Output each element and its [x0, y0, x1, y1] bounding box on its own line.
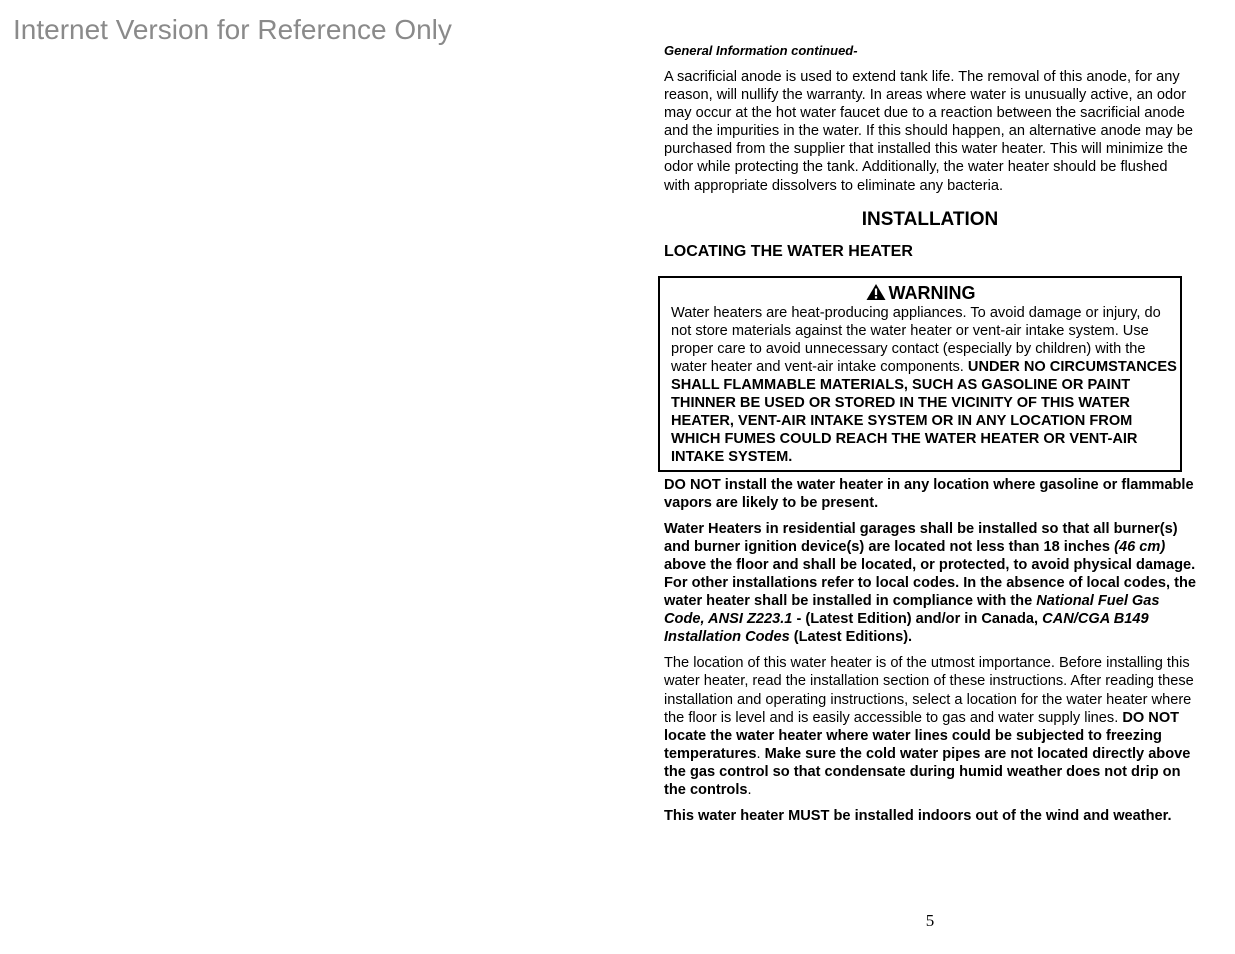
garages-text-1: Water Heaters in residential garages shall be installed so that all burner(s) and burner ignition device(s) are located not less than 18 inches — [664, 520, 1178, 555]
warning-body-normal: Water heaters are heat-producing appliances. To avoid damage or injury, do not store materials against the water heater or vent-air intake system. Use proper care to avoid unnecessary contact (especially by children) with the water heater and vent-air intake components. — [671, 304, 1161, 375]
garages-paragraph — [664, 520, 1196, 647]
installation-heading: INSTALLATION — [861, 208, 999, 230]
anode-paragraph: A sacrificial anode is used to extend tank life. The removal of this anode, for any reason, will nullify the warranty. In areas where water is unusually active, an odor may occur at the hot water faucet due to a reaction between the sacrificial anode and the impurities in the water. If this should happen, an alternative anode may be purchased from the supplier that installed this water heater. This will minimize the odor while protecting the tank. Additionally, the water heater should be flushed with appropriate dissolvers to eliminate any bacteria. — [664, 69, 1193, 194]
page-content-column — [664, 42, 1196, 825]
garages-code-ref-1: National Fuel Gas Code, ANSI Z223.1 — [664, 593, 1160, 628]
garages-text-4: (Latest Editions). — [789, 629, 913, 646]
garages-code-ref-2: CAN/CGA B149 Installation Codes — [664, 611, 1149, 646]
warning-box — [658, 276, 1182, 472]
location-text-2: . — [756, 745, 765, 762]
garages-metric: (46 cm) — [1114, 538, 1166, 555]
indoors-paragraph: This water heater MUST be installed indoors out of the wind and weather. — [664, 808, 1172, 825]
warning-body-bold: UNDER NO CIRCUMSTANCES SHALL FLAMMABLE MATERIALS, SUCH AS GASOLINE OR PAINT THINNER BE USED OR STORED IN THE VICINITY OF THIS WATER HEATER, VENT-AIR INTAKE SYSTEM OR IN ANY LOCATION FROM WHICH FUMES COULD REACH THE WATER HEATER OR VENT-AIR INTAKE SYSTEM. — [671, 358, 1177, 466]
warning-title-text: WARNING — [888, 282, 976, 303]
warning-triangle-icon — [866, 283, 886, 301]
garages-text-3: - (Latest Edition) and/or in Canada, — [792, 611, 1043, 628]
watermark-text: Internet Version for Reference Only — [13, 14, 452, 45]
location-text-1: The location of this water heater is of the utmost importance. Before installing this water heater, read the installation section of these instructions. After reading these installation and operating instructions, select a location for the water heater where the floor is level and is easily accessible to gas and water supply lines. — [664, 655, 1194, 726]
garages-text-2: above the floor and shall be located, or protected, to avoid physical damage. For other installations refer to local codes. In the absence of local codes, the water heater shall be installed in compliance with the — [664, 556, 1196, 610]
location-bold-1: DO NOT locate the water heater where water lines could be subjected to freezing temperatures — [664, 709, 1180, 762]
locating-heading: LOCATING THE WATER HEATER — [664, 242, 913, 260]
location-paragraph — [664, 654, 1196, 799]
warning-body — [671, 304, 1180, 467]
location-text-3: . — [747, 782, 752, 798]
warning-title — [671, 282, 1180, 304]
do-not-install-paragraph: DO NOT install the water heater in any location where gasoline or flammable vapors are likely to be present. — [664, 476, 1194, 511]
page-number: 5 — [925, 911, 935, 930]
section-subheading: General Information continued- — [664, 43, 858, 58]
location-bold-2: Make sure the cold water pipes are not located directly above the gas control so that condensate during humid weather does not drip on the controls — [664, 745, 1191, 798]
